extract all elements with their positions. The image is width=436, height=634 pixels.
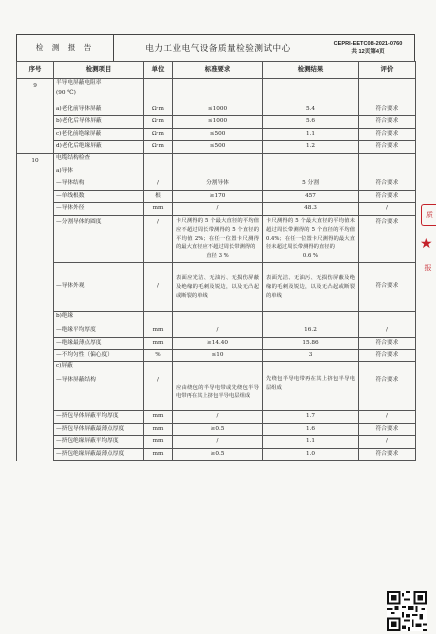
table-row <box>17 190 416 202</box>
item-cell: —导体外径 <box>54 203 144 215</box>
seal-text: 质 <box>421 204 436 226</box>
result-cell: 1.1 <box>263 128 359 140</box>
result-cell: 先绕包半导电带再在其上挤包半导电层组成 <box>263 374 359 411</box>
requirement-cell: 表面应光洁、无油污、无损伤屏蔽及绝缘的毛刺及锐边，以及无凸起或断裂的单线 <box>173 263 263 312</box>
item-cell: —挤包绝缘屏蔽最薄点厚度 <box>54 448 144 460</box>
section-title <box>54 79 144 104</box>
requirement-cell: ≤1000 <box>173 116 263 128</box>
unit-cell: mm <box>144 411 173 423</box>
col-evaluation: 评价 <box>359 62 416 79</box>
result-text-end: 0.6 % <box>302 253 319 260</box>
report-number: CEPRI-EETC08-2021-0760 <box>333 41 403 47</box>
table-row <box>17 337 416 349</box>
unit-cell: mm <box>144 337 173 349</box>
evaluation-cell: 符合要求 <box>359 178 416 190</box>
item-cell: —不均匀性（偏心度） <box>54 350 144 362</box>
subsection-title: a)导体 <box>54 166 144 178</box>
table-row <box>17 374 416 411</box>
evaluation-cell: 符合要求 <box>359 190 416 202</box>
results-table <box>16 61 416 461</box>
evaluation-cell: / <box>359 436 416 448</box>
table-row <box>17 215 416 263</box>
table-row <box>17 362 416 374</box>
evaluation-cell: 符合要求 <box>359 141 416 153</box>
table-row <box>17 116 416 128</box>
table-row <box>17 350 416 362</box>
unit-cell: mm <box>144 325 173 337</box>
table-row <box>17 312 416 325</box>
item-cell: —绝缘平均厚度 <box>54 325 144 337</box>
requirement-cell: ≥14.40 <box>173 337 263 349</box>
col-item: 检测项目 <box>54 62 144 79</box>
result-cell: 457 <box>263 190 359 202</box>
item-cell: a)老化前导体屏蔽 <box>54 104 144 116</box>
unit-cell: / <box>144 178 173 190</box>
evaluation-cell: 符合要求 <box>359 263 416 312</box>
unit-cell: mm <box>144 203 173 215</box>
col-unit: 单位 <box>144 62 173 79</box>
section-title: 电缆结构检查 <box>54 153 144 166</box>
section-number: 10 <box>17 153 54 460</box>
table-row <box>17 436 416 448</box>
item-cell: —导体屏蔽结构 <box>54 374 144 411</box>
result-cell <box>263 215 359 263</box>
table-row <box>17 104 416 116</box>
requirement-cell: / <box>173 411 263 423</box>
requirement-cell: ≥170 <box>173 190 263 202</box>
result-text: 卡尺测得的 5 个最大直径的平均值未超过周长带测得的 5 个直径的平均值 0.4%；在任一位置卡尺测得的最大直径未超过周长带测得的直径的 <box>266 217 355 251</box>
requirement-cell: ≤500 <box>173 128 263 140</box>
result-cell: 1.1 <box>263 436 359 448</box>
evaluation-cell: / <box>359 325 416 337</box>
item-cell: —单线根数 <box>54 190 144 202</box>
table-row <box>17 128 416 140</box>
unit-cell: mm <box>144 448 173 460</box>
report-sheet <box>16 34 415 461</box>
requirement-cell: 分割导体 <box>173 178 263 190</box>
table-row <box>17 141 416 153</box>
result-cell: 1.2 <box>263 141 359 153</box>
col-no: 序号 <box>17 62 54 79</box>
evaluation-cell: 符合要求 <box>359 128 416 140</box>
table-row <box>17 178 416 190</box>
unit-cell: Ω·m <box>144 128 173 140</box>
requirement-cell: ≥0.5 <box>173 448 263 460</box>
unit-cell: 根 <box>144 190 173 202</box>
requirement-cell: ≤10 <box>173 350 263 362</box>
unit-cell: Ω·m <box>144 141 173 153</box>
report-header <box>16 34 415 61</box>
result-cell: 3 <box>263 350 359 362</box>
report-type: 检 测 报 告 <box>17 35 114 61</box>
result-cell: 16.2 <box>263 325 359 337</box>
table-row <box>17 166 416 178</box>
requirement-cell: / <box>173 436 263 448</box>
result-cell: 15.86 <box>263 337 359 349</box>
evaluation-cell: 符合要求 <box>359 423 416 435</box>
table-row <box>17 325 416 337</box>
table-header-row <box>17 62 416 79</box>
unit-cell: / <box>144 374 173 411</box>
table-row <box>17 448 416 460</box>
item-cell: —分割导体的圆度 <box>54 215 144 263</box>
requirement-cell: ≥0.5 <box>173 423 263 435</box>
requirement-cell <box>173 215 263 263</box>
subsection-title: b)绝缘 <box>54 312 144 325</box>
requirement-text: 卡尺测得的 5 个最大直径的平均值应不超过周长带测得的 5 个直径的平均值 2%；在任一位置卡尺测得的最大直径应不超过周长带测得的 <box>176 217 259 251</box>
section-title-line: 半导电屏蔽电阻率 <box>56 80 102 86</box>
table-row <box>17 79 416 104</box>
result-cell: 5.4 <box>263 104 359 116</box>
section-number: 9 <box>17 79 54 154</box>
requirement-cell: ≤500 <box>173 141 263 153</box>
col-result: 检测结果 <box>263 62 359 79</box>
item-cell: —导体结构 <box>54 178 144 190</box>
col-requirement: 标准要求 <box>173 62 263 79</box>
evaluation-cell: 符合要求 <box>359 116 416 128</box>
requirement-cell: / <box>173 203 263 215</box>
unit-cell: Ω·m <box>144 116 173 128</box>
result-cell: 48.3 <box>263 203 359 215</box>
table-row <box>17 153 416 166</box>
evaluation-cell: / <box>359 411 416 423</box>
seal-text: 报 <box>424 264 432 272</box>
requirement-cell: / <box>173 325 263 337</box>
item-cell: —绝缘最薄点厚度 <box>54 337 144 349</box>
requirement-cell: 应由绕包的半导电带或先绕包半导电带再在其上挤包半导电层组成 <box>173 374 263 411</box>
unit-cell: Ω·m <box>144 104 173 116</box>
unit-cell: mm <box>144 436 173 448</box>
unit-cell: / <box>144 263 173 312</box>
report-number-block <box>322 40 414 56</box>
item-cell: d)老化后绝缘屏蔽 <box>54 141 144 153</box>
item-cell: —导体外观 <box>54 263 144 312</box>
unit-cell: / <box>144 215 173 263</box>
result-cell: 5.6 <box>263 116 359 128</box>
page-indicator: 共 12页第4页 <box>351 49 385 55</box>
table-row <box>17 423 416 435</box>
item-cell: b)老化后导体屏蔽 <box>54 116 144 128</box>
item-cell: c)老化前绝缘屏蔽 <box>54 128 144 140</box>
unit-cell: mm <box>144 423 173 435</box>
requirement-cell: ≤1000 <box>173 104 263 116</box>
table-row <box>17 203 416 215</box>
result-cell: 1.7 <box>263 411 359 423</box>
subsection-title: c)屏蔽 <box>54 362 144 374</box>
evaluation-cell: 符合要求 <box>359 448 416 460</box>
red-seal-stamp <box>418 204 436 300</box>
qr-code-icon <box>387 591 427 631</box>
center-name: 电力工业电气设备质量检验测试中心 <box>145 44 291 54</box>
evaluation-cell: 符合要求 <box>359 215 416 263</box>
item-cell: —挤包导体屏蔽最薄点厚度 <box>54 423 144 435</box>
section-title-line: (90 ℃) <box>56 89 76 96</box>
evaluation-cell: / <box>359 203 416 215</box>
result-cell: 表面光洁、无油污、无损伤屏蔽及绝缘的毛刺及锐边，以及无凸起或断裂的单线 <box>263 263 359 312</box>
result-cell: 5 分割 <box>263 178 359 190</box>
item-cell: —挤包绝缘屏蔽平均厚度 <box>54 436 144 448</box>
result-cell: 1.0 <box>263 448 359 460</box>
requirement-text-end: 直径 3 % <box>206 253 229 260</box>
evaluation-cell: 符合要求 <box>359 337 416 349</box>
evaluation-cell: 符合要求 <box>359 350 416 362</box>
result-cell: 1.6 <box>263 423 359 435</box>
seal-star-icon: ★ <box>420 236 433 252</box>
evaluation-cell: 符合要求 <box>359 374 416 411</box>
item-cell: —挤包导体屏蔽平均厚度 <box>54 411 144 423</box>
table-row <box>17 263 416 312</box>
evaluation-cell: 符合要求 <box>359 104 416 116</box>
table-row <box>17 411 416 423</box>
unit-cell: % <box>144 350 173 362</box>
